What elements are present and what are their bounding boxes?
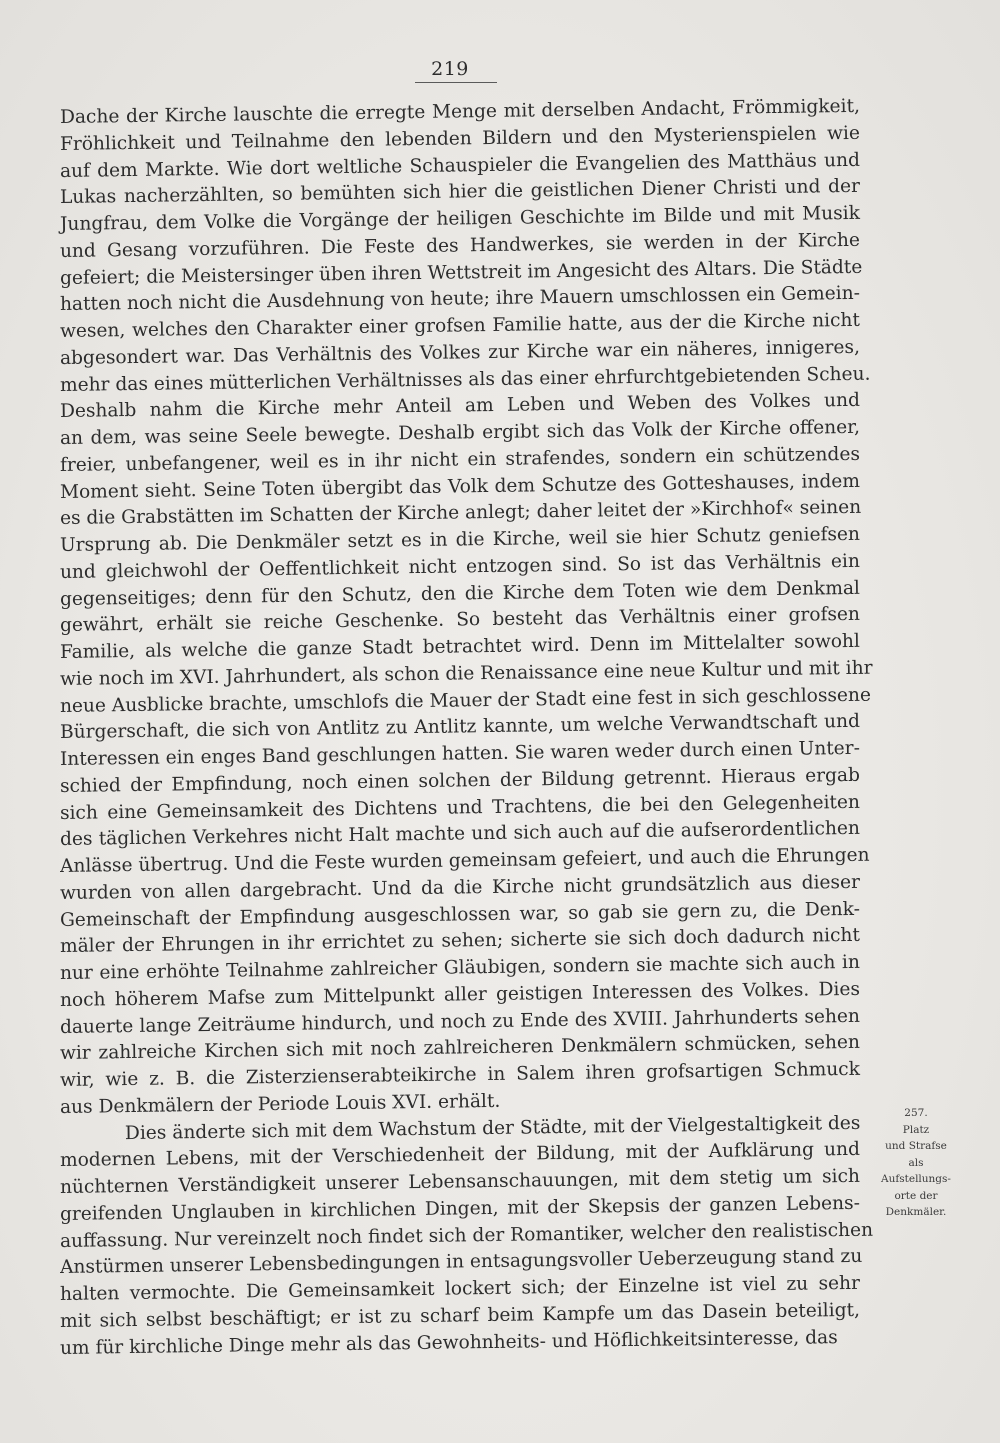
- text-line: Fröhlichkeit und Teilnahme den lebenden Bildern und den Mysterienspielen wie: [59, 122, 861, 155]
- margin-note-line: Aufstellungs-: [881, 1173, 951, 1185]
- margin-note-line: orte der: [894, 1189, 938, 1202]
- text-line: wir, wie z. B. die Zisterzienserabteikirche in Salem ihren grofsartigen Schmuck: [59, 1058, 861, 1091]
- text-line: Interessen ein enges Band geschlungen hatten. Sie waren weder durch einen Unter-: [59, 737, 861, 770]
- text-line: hatten noch nicht die Ausdehnung von heute; ihre Mauern umschlossen ein Gemein-: [59, 283, 861, 316]
- text-line: modernen Lebens, mit der Verschiedenheit der Bildung, mit der Aufklärung und: [59, 1139, 861, 1172]
- text-line: nur eine erhöhte Teilnahme zahlreicher Gläubigen, sondern sie machte sich auch in: [59, 951, 861, 984]
- text-line: dauerte lange Zeiträume hindurch, und noch zu Ende des XVIII. Jahrhunderts sehen: [59, 1005, 861, 1038]
- text-line: Moment sieht. Seine Toten übergibt das Volk dem Schutze des Gotteshauses, indem: [59, 470, 861, 503]
- text-line: und Gesang vorzuführen. Die Feste des Handwerkes, sie werden in der Kirche: [59, 229, 861, 262]
- text-line: Deshalb nahm die Kirche mehr Anteil am Leben und Weben des Volkes und: [59, 390, 861, 423]
- text-line: Anstürmen unserer Lebensbedingungen in entsagungsvoller Ueberzeugung stand zu: [59, 1246, 863, 1279]
- text-line: abgesondert war. Das Verhältnis des Volkes zur Kirche war ein näheres, innigeres,: [59, 336, 861, 369]
- margin-note-line: als: [908, 1156, 924, 1169]
- text-line: Dache der Kirche lauschte die erregte Menge mit derselben Andacht, Frömmigkeit,: [59, 95, 861, 128]
- text-line: gegenseitiges; denn für den Schutz, den die Kirche dem Toten wie dem Denkmal: [59, 577, 861, 610]
- text-line: mit sich selbst beschäftigt; er ist zu scharf beim Kampfe um das Dasein beteiligt,: [59, 1299, 861, 1332]
- margin-note-line: 257.: [904, 1107, 928, 1119]
- text-line: auffassung. Nur vereinzelt noch findet sich der Romantiker, welcher den realistischen: [59, 1219, 874, 1252]
- margin-note-line: Platz: [902, 1123, 930, 1136]
- paragraph: [59, 95, 873, 1122]
- page-number: 219: [431, 58, 469, 80]
- text-line: gewährt, erhält sie reiche Geschenke. So besteht das Verhältnis einer grofsen: [59, 604, 861, 637]
- body-text: [59, 95, 874, 1362]
- text-line: wie noch im XVI. Jahrhundert, als schon die Renaissance eine neue Kultur und mit ihr: [59, 657, 873, 690]
- text-line: aus Denkmälern der Periode Louis XVI. erhält.: [59, 1090, 501, 1118]
- margin-note-line: Denkmäler.: [885, 1206, 947, 1218]
- text-line: mäler der Ehrungen in ihr errichtet zu sehen; sicherte sie sich doch dadurch nicht: [59, 925, 861, 958]
- text-line: neue Ausblicke brachte, umschlofs die Mauer der Stadt eine fest in sich geschlossene: [59, 684, 872, 717]
- page-number-rule: [415, 82, 497, 83]
- text-line: und gleichwohl der Oeffentlichkeit nicht entzogen sind. So ist das Verhältnis ein: [59, 550, 861, 583]
- paragraph: [59, 1112, 874, 1363]
- text-line: es die Grabstätten im Schatten der Kirche anlegt; daher leitet der »Kirchhof« seinen: [59, 497, 862, 530]
- text-line: nüchternen Verständigkeit unserer Lebensanschauungen, mit dem stetig um sich: [59, 1165, 861, 1198]
- text-line: sich eine Gemeinsamkeit des Dichtens und Trachtens, die bei den Gelegenheiten: [59, 791, 861, 824]
- margin-note: [866, 1105, 966, 1221]
- margin-note-line: und Strafse: [885, 1140, 947, 1152]
- text-line: freier, unbefangener, weil es in ihr nicht ein strafendes, sondern ein schützendes: [59, 443, 861, 476]
- text-line: Ursprung ab. Die Denkmäler setzt es in die Kirche, weil sie hier Schutz geniefsen: [59, 523, 861, 556]
- text-line: Dies änderte sich mit dem Wachstum der Städte, mit der Vielgestaltigkeit des: [124, 1112, 861, 1144]
- text-line: Anlässe übertrug. Und die Feste wurden gemeinsam gefeiert, und auch die Ehrungen: [59, 844, 870, 877]
- text-line: wesen, welches den Charakter einer grofsen Familie hatte, aus der die Kirche nicht: [59, 309, 861, 342]
- text-line: greifenden Unglauben in kirchlichen Dingen, mit der Skepsis der ganzen Lebens-: [59, 1192, 861, 1225]
- text-line: Bürgerschaft, die sich von Antlitz zu Antlitz kannte, um welche Verwandtschaft und: [59, 711, 861, 744]
- text-line: auf dem Markte. Wie dort weltliche Schauspieler die Evangelien des Matthäus und: [59, 149, 861, 182]
- text-line: wir zahlreiche Kirchen sich mit noch zahlreicheren Denkmälern schmücken, sehen: [59, 1032, 861, 1065]
- text-line: um für kirchliche Dinge mehr als das Gewohnheits- und Höflichkeitsinteresse, das: [59, 1326, 838, 1359]
- text-line: Familie, als welche die ganze Stadt betrachtet wird. Denn im Mittelalter sowohl: [59, 630, 861, 663]
- text-line: schied der Empfindung, noch einen solchen der Bildung getrennt. Hieraus ergab: [59, 764, 861, 797]
- text-line: Gemeinschaft der Empfindung ausgeschlossen war, so gab sie gern zu, die Denk-: [59, 898, 861, 931]
- text-line: des täglichen Verkehres nicht Halt machte und sich auch auf die aufserordentlichen: [59, 818, 861, 851]
- text-line: gefeiert; die Meistersinger üben ihren Wettstreit im Angesicht des Altars. Die Städte: [59, 256, 863, 289]
- text-line: halten vermochte. Die Gemeinsamkeit lockert sich; der Einzelne ist viel zu sehr: [59, 1272, 861, 1305]
- text-line: an dem, was seine Seele bewegte. Deshalb ergibt sich das Volk der Kirche offener,: [59, 416, 861, 449]
- text-line: noch höherem Mafse zum Mittelpunkt aller geistigen Interessen des Volkes. Dies: [59, 978, 861, 1011]
- text-line: Jungfrau, dem Volke die Vorgänge der heiligen Geschichte im Bilde und mit Musik: [59, 202, 861, 235]
- text-line: wurden von allen dargebracht. Und da die Kirche nicht grundsätzlich aus dieser: [59, 871, 861, 904]
- text-line: Lukas nacherzählten, so bemühten sich hier die geistlichen Diener Christi und der: [59, 176, 861, 209]
- text-line: mehr das eines mütterlichen Verhältnisses als das einer ehrfurchtgebietenden Scheu.: [59, 363, 871, 396]
